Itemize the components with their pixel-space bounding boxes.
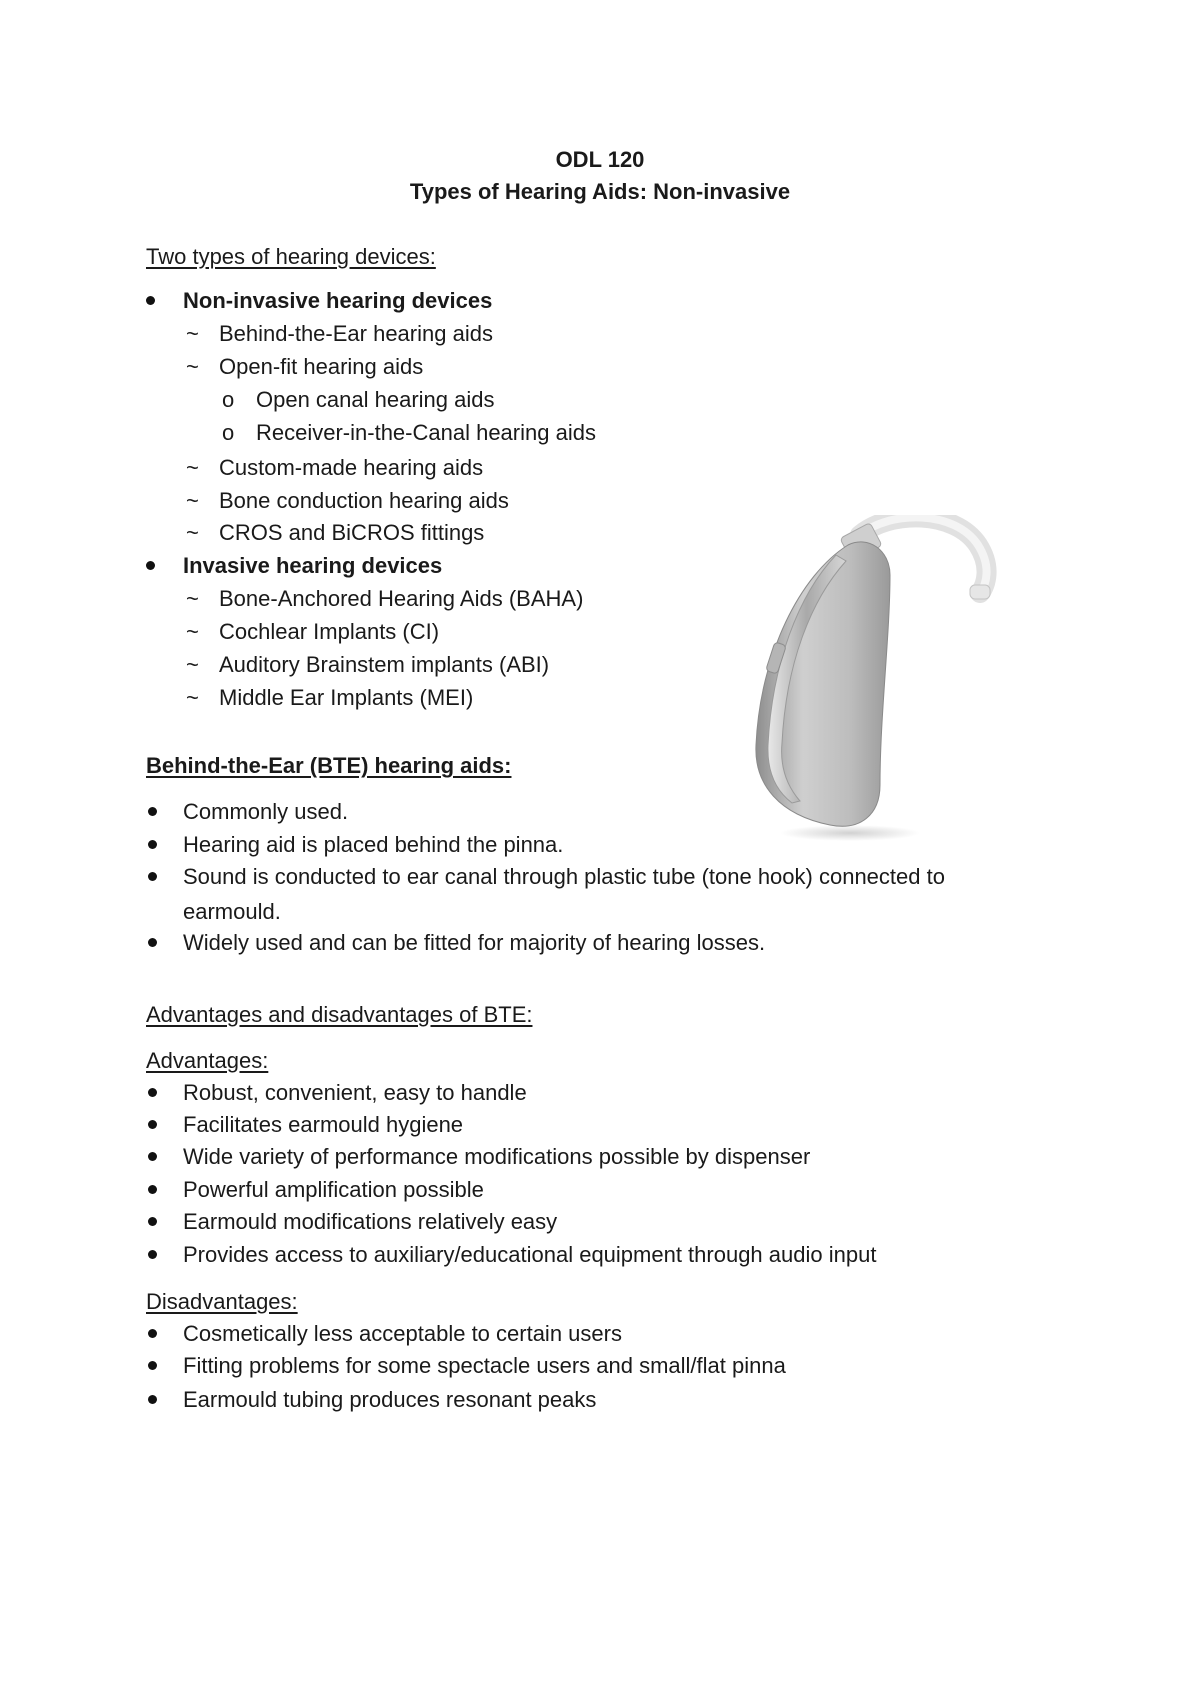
tilde-marker: ~ bbox=[186, 321, 199, 346]
advantages-label: Advantages: bbox=[146, 1048, 269, 1073]
bte-point: Commonly used. bbox=[183, 799, 349, 824]
bullet-icon bbox=[148, 1120, 157, 1129]
list-item: Behind-the-Ear hearing aids bbox=[219, 321, 493, 346]
list-item: Cochlear Implants (CI) bbox=[219, 619, 440, 644]
bte-point: Widely used and can be fitted for majority of hearing losses. bbox=[183, 930, 766, 955]
bte-point: Sound is conducted to ear canal through plastic tube (tone hook) connected to bbox=[183, 864, 945, 889]
invasive-label: Invasive hearing devices bbox=[183, 553, 443, 578]
advantage-item: Earmould modifications relatively easy bbox=[183, 1209, 558, 1234]
advantage-item: Powerful amplification possible bbox=[183, 1177, 484, 1202]
bullet-icon bbox=[146, 561, 155, 570]
tilde-marker: ~ bbox=[186, 488, 199, 513]
bte-point-continuation: earmould. bbox=[183, 899, 281, 924]
disadvantages-label: Disadvantages: bbox=[146, 1289, 298, 1314]
bullet-icon bbox=[148, 1361, 157, 1370]
tilde-marker: ~ bbox=[186, 619, 199, 644]
bullet-icon bbox=[148, 1152, 157, 1161]
bte-heading: Behind-the-Ear (BTE) hearing aids: bbox=[146, 753, 512, 778]
pros-cons-heading: Advantages and disadvantages of BTE: bbox=[146, 1002, 533, 1027]
tilde-marker: ~ bbox=[186, 455, 199, 480]
sub-list-item: Receiver-in-the-Canal hearing aids bbox=[256, 420, 596, 445]
disadvantage-item: Fitting problems for some spectacle users and small/flat pinna bbox=[183, 1353, 786, 1378]
list-item: Bone-Anchored Hearing Aids (BAHA) bbox=[219, 586, 584, 611]
bullet-icon bbox=[148, 1250, 157, 1259]
advantage-item: Facilitates earmould hygiene bbox=[183, 1112, 464, 1137]
bullet-icon bbox=[148, 807, 157, 816]
advantage-item: Provides access to auxiliary/educational equipment through audio input bbox=[183, 1242, 877, 1267]
tilde-marker: ~ bbox=[186, 586, 199, 611]
bullet-icon bbox=[148, 1329, 157, 1338]
tilde-marker: ~ bbox=[186, 685, 199, 710]
tilde-marker: ~ bbox=[186, 652, 199, 677]
list-item: Middle Ear Implants (MEI) bbox=[219, 685, 474, 710]
list-item: Open-fit hearing aids bbox=[219, 354, 424, 379]
bullet-icon bbox=[148, 1395, 157, 1404]
non-invasive-label: Non-invasive hearing devices bbox=[183, 288, 493, 313]
disadvantage-item: Earmould tubing produces resonant peaks bbox=[183, 1387, 597, 1412]
advantage-item: Robust, convenient, easy to handle bbox=[183, 1080, 527, 1105]
bte-point: Hearing aid is placed behind the pinna. bbox=[183, 832, 564, 857]
sub-marker: o bbox=[222, 387, 235, 412]
list-item: Custom-made hearing aids bbox=[219, 455, 484, 480]
tilde-marker: ~ bbox=[186, 520, 199, 545]
intro-heading: Two types of hearing devices: bbox=[146, 244, 436, 269]
list-item: CROS and BiCROS fittings bbox=[219, 520, 485, 545]
disadvantage-item: Cosmetically less acceptable to certain users bbox=[183, 1321, 622, 1346]
sub-marker: o bbox=[222, 420, 235, 445]
course-code: ODL 120 bbox=[555, 147, 645, 172]
advantage-item: Wide variety of performance modifications possible by dispenser bbox=[183, 1144, 811, 1169]
bte-hearing-aid-icon bbox=[740, 515, 1000, 845]
list-item: Bone conduction hearing aids bbox=[219, 488, 509, 513]
page-title: Types of Hearing Aids: Non-invasive bbox=[409, 179, 791, 204]
bullet-icon bbox=[148, 840, 157, 849]
bullet-icon bbox=[148, 1217, 157, 1226]
bullet-icon bbox=[146, 296, 155, 305]
sub-list-item: Open canal hearing aids bbox=[256, 387, 495, 412]
bullet-icon bbox=[148, 1088, 157, 1097]
tilde-marker: ~ bbox=[186, 354, 199, 379]
bullet-icon bbox=[148, 938, 157, 947]
bullet-icon bbox=[148, 872, 157, 881]
list-item: Auditory Brainstem implants (ABI) bbox=[219, 652, 550, 677]
bullet-icon bbox=[148, 1185, 157, 1194]
